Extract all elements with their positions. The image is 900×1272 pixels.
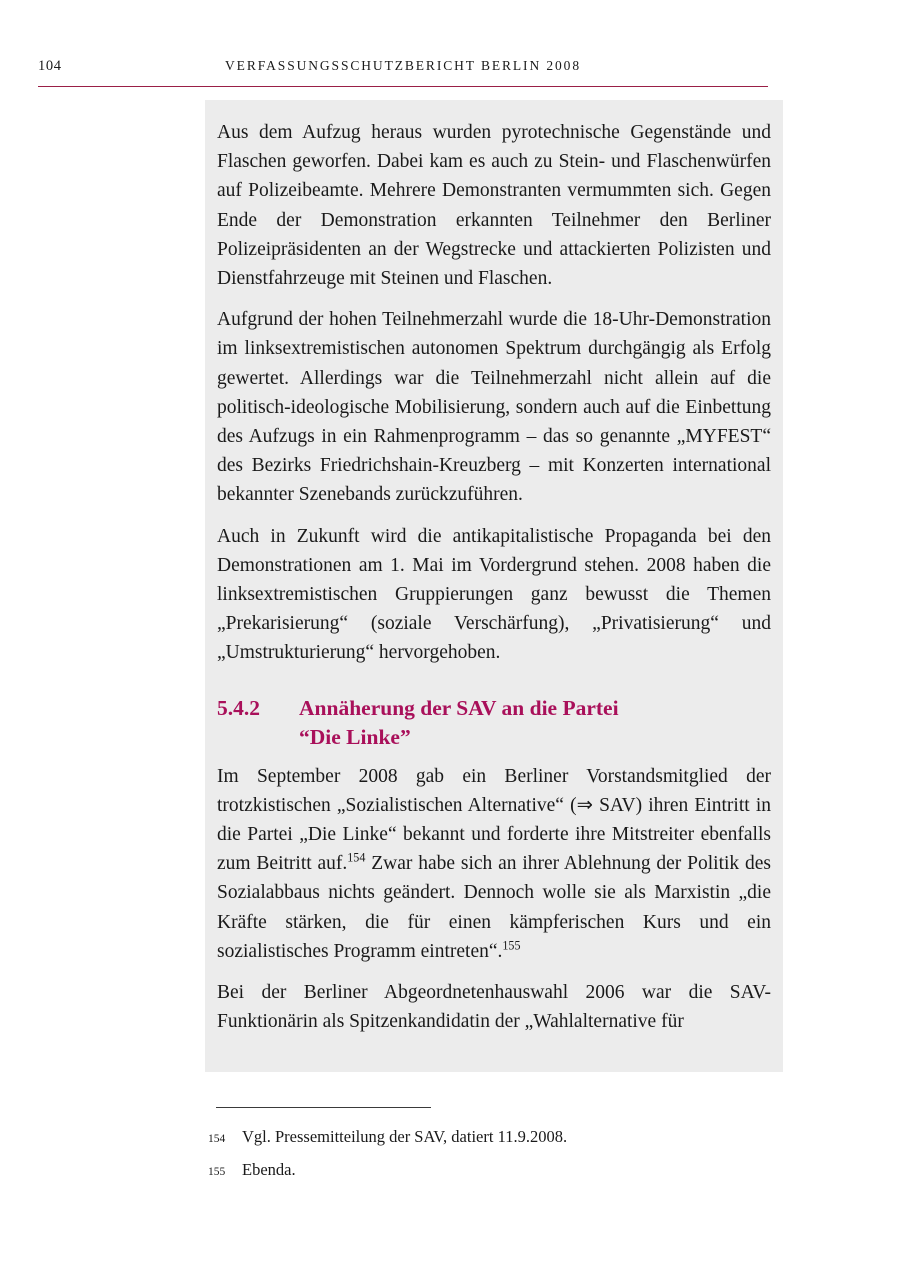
footnote-item xyxy=(208,1157,768,1185)
footnote-number: 154 xyxy=(208,1133,226,1145)
footnote-list xyxy=(208,1124,768,1190)
footnote-text: Ebenda. xyxy=(242,1160,296,1179)
running-head: VERFASSUNGSSCHUTZBERICHT BERLIN 2008 xyxy=(225,58,581,73)
footnote-divider xyxy=(216,1107,431,1108)
paragraph: Aus dem Aufzug heraus wurden pyrotechnische Gegenstände und Flaschen geworfen. Dabei kam es auch zu Stein- und Flaschenwürfen auf Polizeibeamte. Mehrere Demonstranten vermummten sich. Gegen Ende der Demonstration erkannten Teilnehmer den Berliner Polizeipräsidenten an der Wegstrecke und attackierten Polizisten und Dienstfahrzeuge mit Steinen und Flaschen. xyxy=(217,122,771,290)
footnote-number: 155 xyxy=(208,1166,226,1178)
footnote-item xyxy=(208,1124,768,1152)
header-divider xyxy=(38,86,768,87)
section-title xyxy=(299,694,771,752)
section-title-line2: “Die Linke” xyxy=(299,724,411,749)
section-heading xyxy=(217,694,771,752)
footnote-text: Vgl. Pressemitteilung der SAV, datiert 11.9.2008. xyxy=(242,1127,568,1146)
paragraph-text-part1: Im September 2008 gab ein Berliner Vorstandsmitglied der trotzkistischen „Sozialistischen Alternative“ (⇒ SAV) ihren Eintritt in die Partei „Die Linke“ bekannt und forderte ihre Mitstreiter ebenfalls zum Beitritt auf. xyxy=(217,765,771,875)
main-text-block xyxy=(205,100,783,1072)
section-number: 5.4.2 xyxy=(217,695,260,720)
footnote-ref-154[interactable]: 154 xyxy=(347,850,366,865)
paragraph-truncated: Bei der Berliner Abgeordnetenhauswahl 2006 war die SAV-Funktionärin als Spitzenkandidatin der „Wahlalternative für xyxy=(217,982,771,1033)
paragraph-with-footnotes xyxy=(217,762,771,966)
section-title-line1: Annäherung der SAV an die Partei xyxy=(299,695,619,720)
footnote-ref-155[interactable]: 155 xyxy=(502,938,521,953)
page-number: 104 xyxy=(38,58,62,74)
paragraph-text-part2: Zwar habe sich an ihrer Ablehnung der Politik des Sozialabbaus nichts geändert. Dennoch wolle sie als Marxistin „die Kräfte stärken, die für einen kämpferischen Kurs und ein sozialistisches Programm eintreten“. xyxy=(217,853,771,962)
page-header xyxy=(38,58,768,84)
paragraph: Aufgrund der hohen Teilnehmerzahl wurde die 18-Uhr-Demonstration im linksextremistischen autonomen Spektrum durchgängig als Erfolg gewertet. Allerdings war die Teilnehmerzahl nicht allein auf die politisch-ideologische Mobilisierung, sondern auch auf die Einbettung des Aufzugs in ein Rahmenprogramm – das so genannte „MYFEST“ des Bezirks Friedrichshain-Kreuzberg – mit Konzerten international bekannter Szenebands zurückzuführen. xyxy=(217,309,771,506)
paragraph: Auch in Zukunft wird die antikapitalistische Propaganda bei den Demonstrationen am 1. Mai im Vordergrund stehen. 2008 haben die linksextremistischen Gruppierungen ganz bewusst die Themen „Prekarisierung“ (soziale Verschärfung), „Privatisierung“ und „Umstrukturierung“ hervorgehoben. xyxy=(217,525,771,664)
